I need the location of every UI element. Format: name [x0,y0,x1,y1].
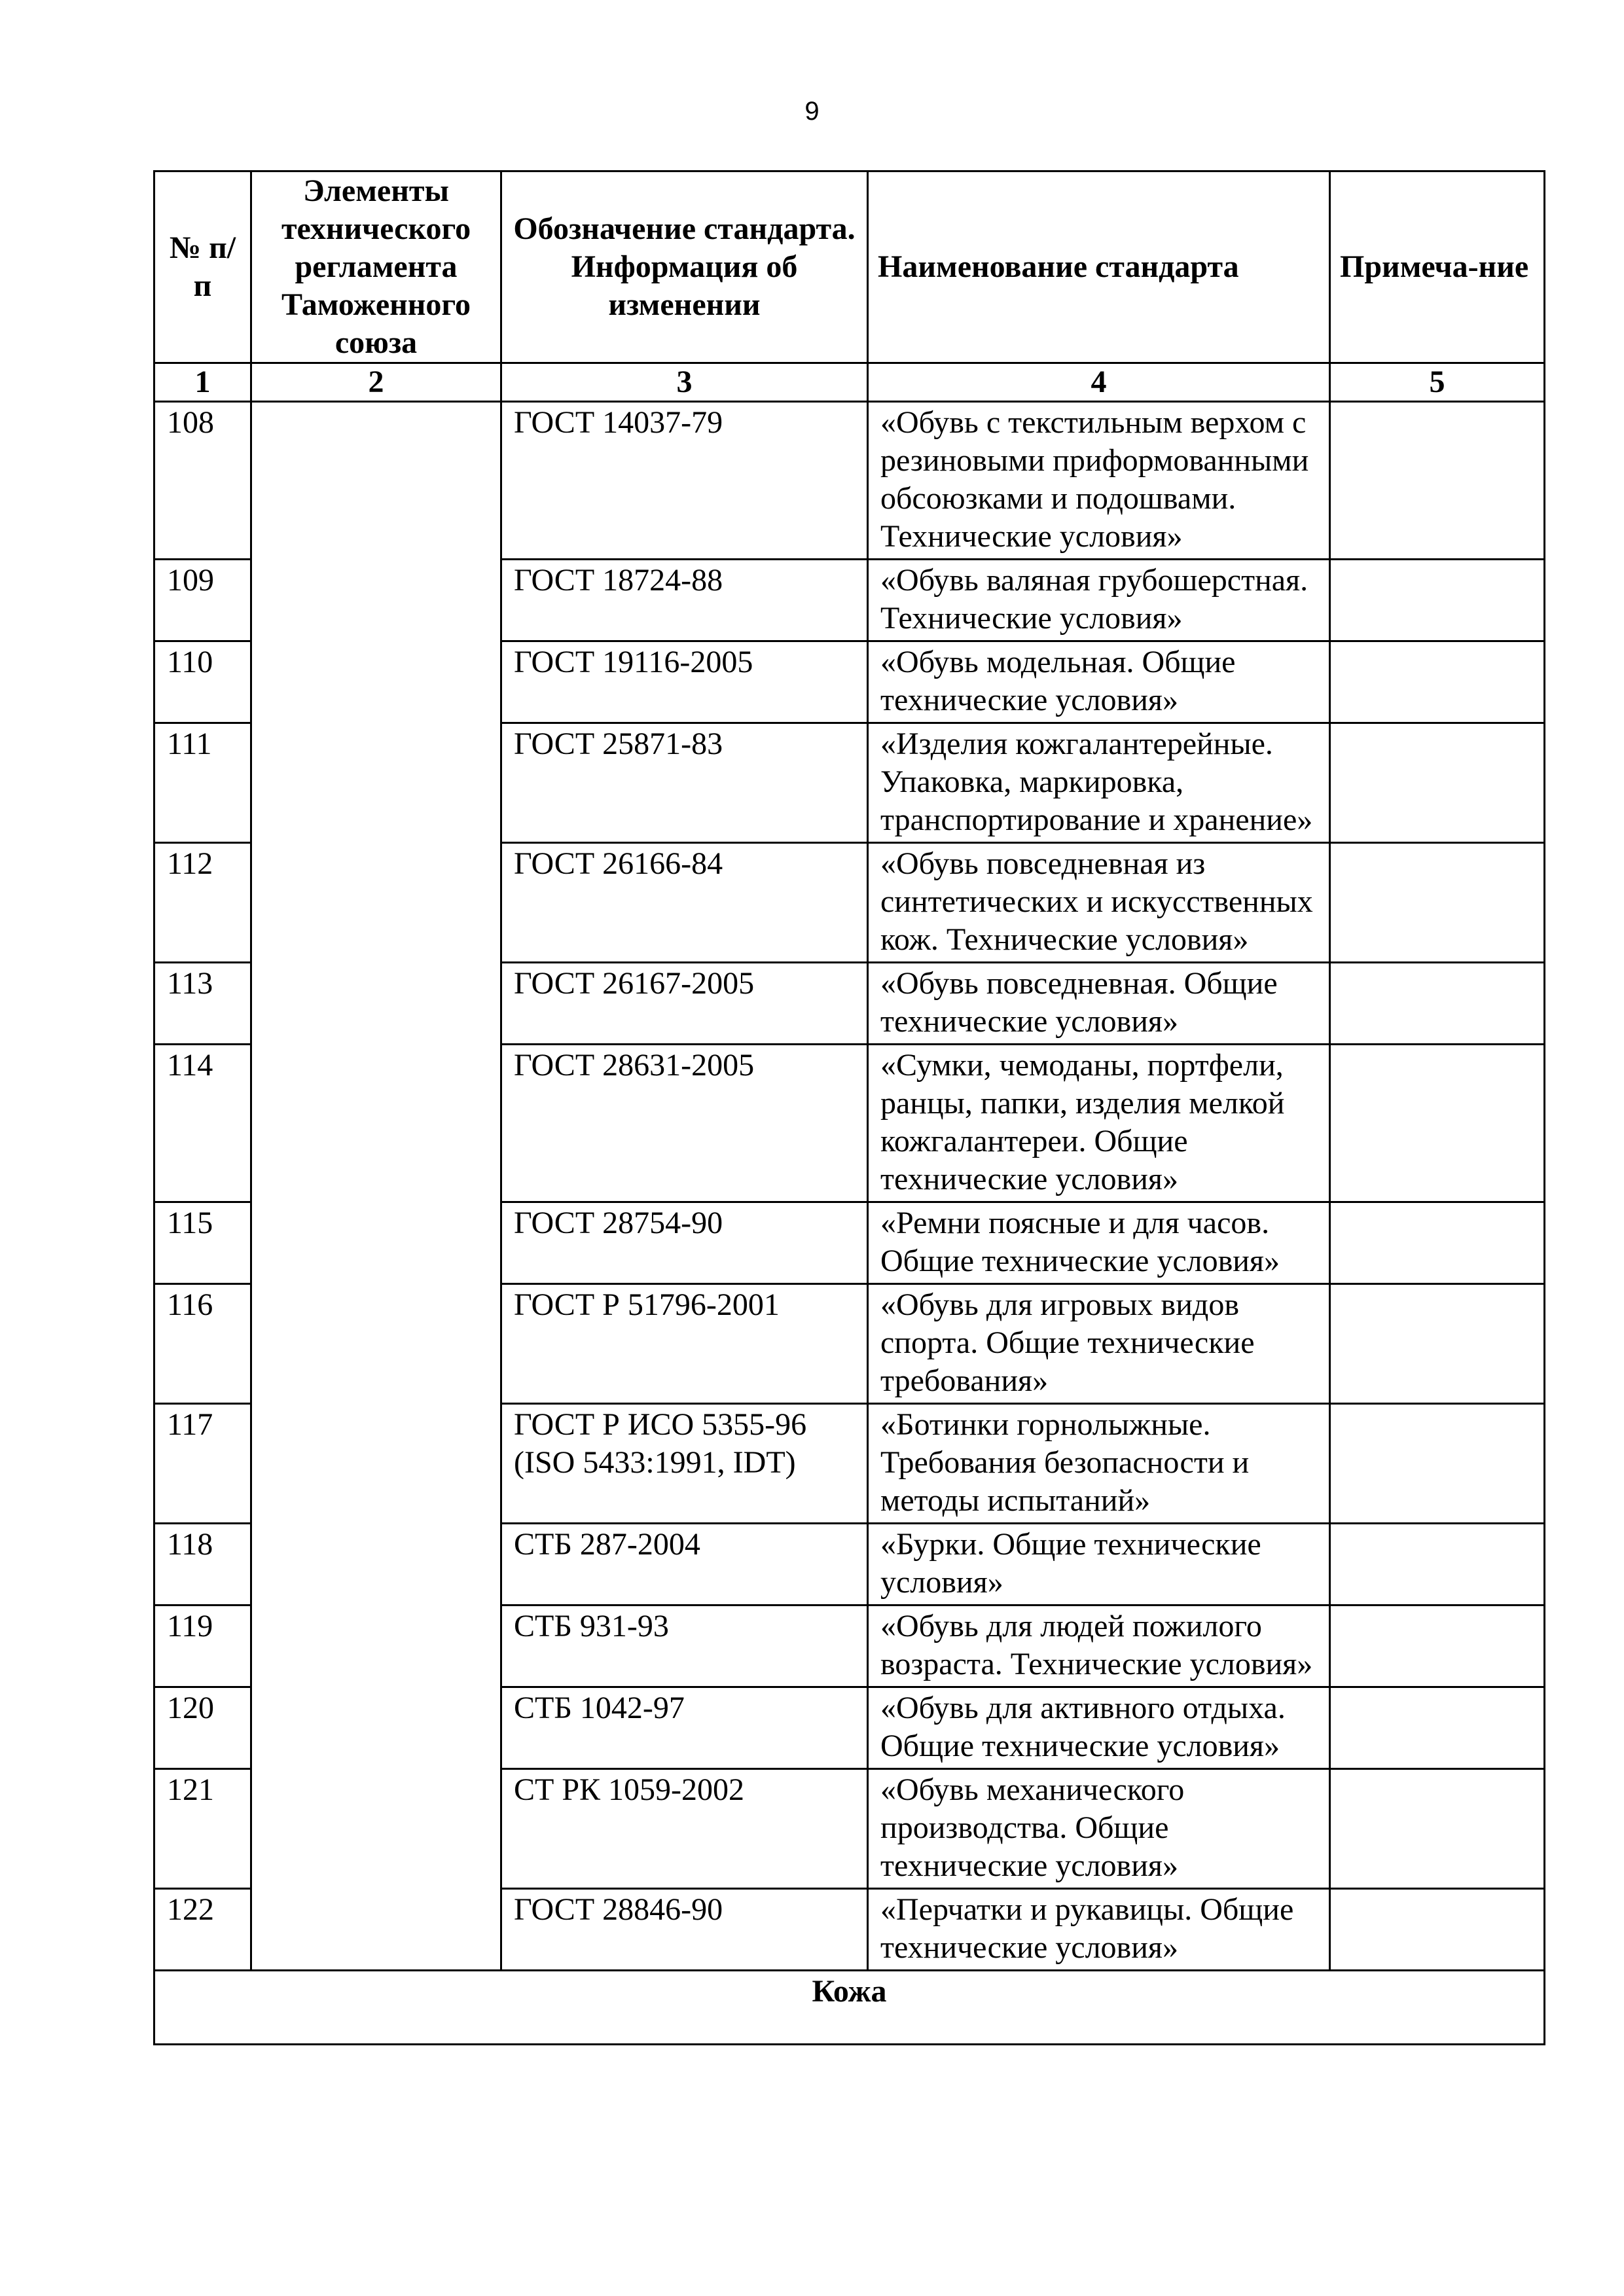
row-number: 118 [154,1524,251,1605]
row-number: 108 [154,402,251,560]
standard-name: «Обувь модельная. Общие технические условия» [868,641,1330,723]
standard-name: «Изделия кожгалантерейные. Упаковка, маркировка, транспортирование и хранение» [868,723,1330,843]
row-number: 110 [154,641,251,723]
page-number: 9 [804,97,820,126]
standard-designation: СТБ 931-93 [501,1605,868,1687]
standard-designation: ГОСТ 19116-2005 [501,641,868,723]
standard-name: «Обувь повседневная из синтетических и искусственных кож. Технические условия» [868,843,1330,963]
row-number: 111 [154,723,251,843]
row-number: 121 [154,1769,251,1889]
standard-name: «Обувь для игровых видов спорта. Общие технические требования» [868,1284,1330,1404]
standard-designation: ГОСТ 26166-84 [501,843,868,963]
row-number: 116 [154,1284,251,1404]
header-standard-name: Наименование стандарта [868,171,1330,363]
header-elements: Элементы технического регламента Таможенного союза [251,171,501,363]
row-number: 122 [154,1889,251,1971]
column-index: 3 [501,363,868,402]
standard-designation: ГОСТ Р 51796-2001 [501,1284,868,1404]
standard-note [1330,1687,1545,1769]
row-number: 117 [154,1404,251,1524]
standard-name: «Ремни поясные и для часов. Общие технические условия» [868,1202,1330,1284]
standard-designation: ГОСТ 26167-2005 [501,963,868,1045]
standard-designation: СТ РК 1059-2002 [501,1769,868,1889]
standard-name: «Перчатки и рукавицы. Общие технические условия» [868,1889,1330,1971]
standard-designation: ГОСТ 28631-2005 [501,1045,868,1202]
column-index: 5 [1330,363,1545,402]
row-number: 115 [154,1202,251,1284]
row-number: 112 [154,843,251,963]
standard-designation: СТБ 1042-97 [501,1687,868,1769]
header-row [154,171,1545,363]
standard-name: «Ботинки горнолыжные. Требования безопасности и методы испытаний» [868,1404,1330,1524]
standard-designation: ГОСТ 28754-90 [501,1202,868,1284]
standard-designation: ГОСТ 28846-90 [501,1889,868,1971]
standard-name: «Бурки. Общие технические условия» [868,1524,1330,1605]
section-title: Кожа [154,1971,1545,2045]
standard-note [1330,641,1545,723]
header-designation: Обозначение стандарта. Информация об изменении [501,171,868,363]
column-index: 1 [154,363,251,402]
standard-designation: ГОСТ 18724-88 [501,560,868,641]
standard-note [1330,1769,1545,1889]
header-note: Примеча-ние [1330,171,1545,363]
standard-note [1330,1404,1545,1524]
row-number: 109 [154,560,251,641]
standard-name: «Обувь для людей пожилого возраста. Технические условия» [868,1605,1330,1687]
standard-note [1330,1524,1545,1605]
standard-note [1330,963,1545,1045]
standard-name: «Обувь повседневная. Общие технические условия» [868,963,1330,1045]
column-index: 2 [251,363,501,402]
header-number: № п/п [154,171,251,363]
standard-name: «Обувь валяная грубошерстная. Технические условия» [868,560,1330,641]
standards-table [153,170,1545,2045]
table-row [154,402,1545,560]
standard-name: «Обувь с текстильным верхом с резиновыми приформованными обсоюзками и подошвами. Технические условия» [868,402,1330,560]
standard-note [1330,402,1545,560]
column-index: 4 [868,363,1330,402]
section-row [154,1971,1545,2045]
standard-note [1330,843,1545,963]
standard-name: «Сумки, чемоданы, портфели, ранцы, папки, изделия мелкой кожгалантереи. Общие технические условия» [868,1045,1330,1202]
standard-designation: ГОСТ 25871-83 [501,723,868,843]
row-number: 114 [154,1045,251,1202]
row-number: 113 [154,963,251,1045]
standard-designation: СТБ 287-2004 [501,1524,868,1605]
standard-designation: ГОСТ Р ИСО 5355-96 (ISO 5433:1991, IDT) [501,1404,868,1524]
standard-name: «Обувь для активного отдыха. Общие технические условия» [868,1687,1330,1769]
standard-note [1330,560,1545,641]
column-index-row [154,363,1545,402]
regulation-elements-cell [251,402,501,1971]
table-body [154,402,1545,1971]
standard-note [1330,723,1545,843]
standard-designation: ГОСТ 14037-79 [501,402,868,560]
standard-note [1330,1284,1545,1404]
standard-note [1330,1045,1545,1202]
row-number: 120 [154,1687,251,1769]
row-number: 119 [154,1605,251,1687]
standard-note [1330,1202,1545,1284]
standard-note [1330,1605,1545,1687]
standard-name: «Обувь механического производства. Общие технические условия» [868,1769,1330,1889]
standard-note [1330,1889,1545,1971]
